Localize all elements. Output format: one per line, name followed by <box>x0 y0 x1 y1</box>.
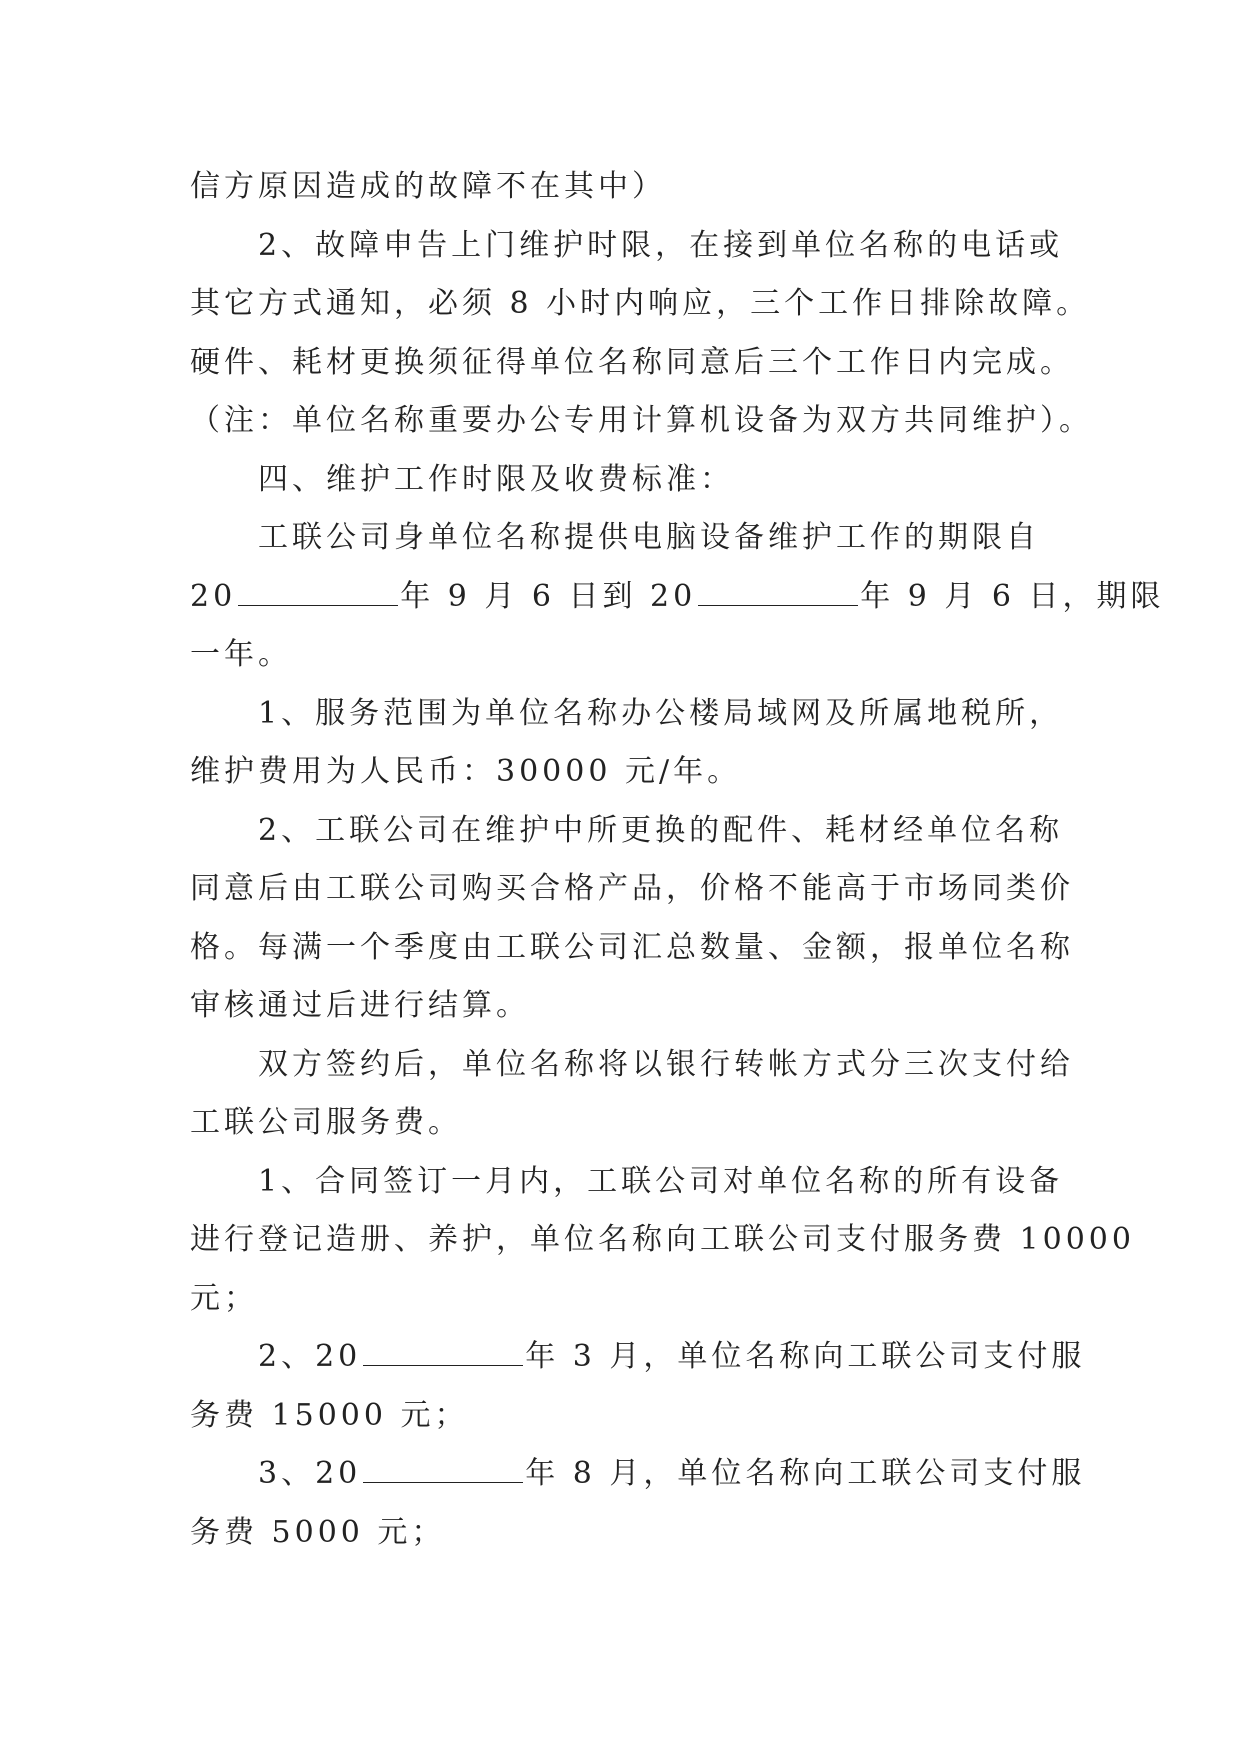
text-segment: 年 8 月，单位名称向工联公司支付服 <box>525 1456 1086 1491</box>
paragraph-line: 2、工联公司在维护中所更换的配件、耗材经单位名称 <box>258 812 1064 848</box>
paragraph-line: 一年。 <box>190 637 292 672</box>
text-segment: 20 <box>190 578 237 614</box>
text-segment: 年 9 月 6 日到 20 <box>400 578 697 614</box>
paragraph-line: 信方原因造成的故障不在其中） <box>190 169 666 204</box>
paragraph-line: 维护费用为人民币：30000 元/年。 <box>190 754 742 789</box>
fill-in-blank <box>363 1343 523 1366</box>
text-segment: 年 9 月 6 日，期限 <box>860 578 1165 614</box>
document-body <box>190 158 1165 1562</box>
paragraph-line: 务费 15000 元； <box>190 1397 469 1433</box>
paragraph-line: 同意后由工联公司购买合格产品，价格不能高于市场同类价 <box>190 871 1074 906</box>
paragraph-line: 务费 5000 元； <box>190 1514 446 1550</box>
paragraph-line: 硬件、耗材更换须征得单位名称同意后三个工作日内完成。 <box>190 344 1074 380</box>
paragraph-line-with-blanks <box>190 1328 1086 1387</box>
text-segment: 2、20 <box>258 1339 362 1374</box>
paragraph-line: 其它方式通知，必须 8 小时内响应，三个工作日排除故障。 <box>190 286 1091 321</box>
paragraph-line: 元； <box>190 1280 258 1316</box>
paragraph-line: 1、合同签订一月内，工联公司对单位名称的所有设备 <box>258 1163 1064 1199</box>
paragraph-line: 1、服务范围为单位名称办公楼局域网及所属地税所， <box>258 695 1064 731</box>
text-segment: 3、20 <box>258 1456 362 1491</box>
fill-in-blank <box>363 1460 523 1483</box>
fill-in-blank <box>238 583 398 606</box>
section-heading: 四、维护工作时限及收费标准： <box>258 461 734 497</box>
paragraph-line: 工联公司身单位名称提供电脑设备维护工作的期限自 <box>258 520 1040 555</box>
paragraph-line: 格。每满一个季度由工联公司汇总数量、金额，报单位名称 <box>190 929 1074 965</box>
paragraph-line: （注：单位名称重要办公专用计算机设备为双方共同维护）。 <box>190 403 1093 438</box>
paragraph-line: 审核通过后进行结算。 <box>190 988 530 1023</box>
text-segment: 年 3 月，单位名称向工联公司支付服 <box>525 1339 1086 1374</box>
paragraph-line: 工联公司服务费。 <box>190 1105 462 1140</box>
paragraph-line-with-blanks <box>190 568 1165 627</box>
paragraph-line: 2、故障申告上门维护时限，在接到单位名称的电话或 <box>258 227 1064 263</box>
paragraph-line: 进行登记造册、养护，单位名称向工联公司支付服务费 10000 <box>190 1222 1135 1257</box>
fill-in-blank <box>698 583 858 606</box>
paragraph-line: 双方签约后，单位名称将以银行转帐方式分三次支付给 <box>258 1046 1074 1082</box>
paragraph-line-with-blanks <box>190 1445 1086 1504</box>
